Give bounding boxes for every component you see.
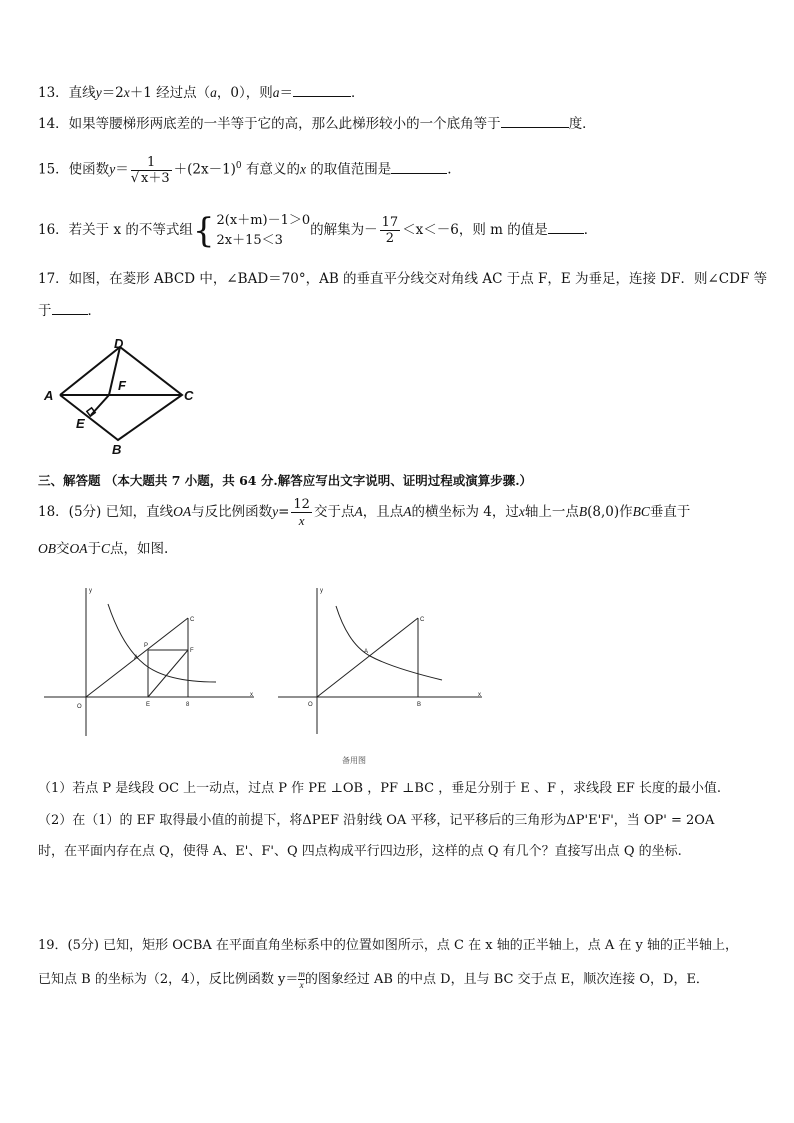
question-17-line-1: 17．如图，在菱形 ABCD 中，∠BAD＝70°，AB 的垂直平分线交对角线 AC 于点 F，E 为垂足，连接 DF．则∠CDF 等 bbox=[38, 271, 768, 287]
question-19-line-1: 19．(5分) 已知，矩形 OCBA 在平面直角坐标系中的位置如图所示，点 C 在 x 轴的正半轴上，点 A 在 y 轴的正半轴上， bbox=[38, 938, 738, 953]
q13-var-x: x bbox=[123, 85, 130, 100]
var-OB: OB bbox=[38, 541, 56, 556]
fraction-denominator: x bbox=[299, 979, 304, 990]
label-C: C bbox=[420, 617, 425, 623]
label-A: A bbox=[134, 655, 139, 661]
answer-blank bbox=[391, 161, 447, 174]
fraction-numerator: 17 bbox=[381, 215, 399, 230]
label-C: C bbox=[184, 388, 194, 403]
question-13 bbox=[38, 84, 365, 102]
question-19-line-2 bbox=[38, 962, 709, 998]
q13-text: ＝2 bbox=[101, 85, 124, 101]
answer-blank bbox=[52, 302, 88, 315]
origin-label: O bbox=[77, 704, 82, 710]
backup-figure-caption: 备用图 bbox=[342, 756, 366, 765]
q15-text: 有意义的 bbox=[245, 161, 300, 178]
q15-text: 的取值范围是 bbox=[310, 161, 392, 178]
q14-text: 度． bbox=[568, 116, 596, 132]
question-17-line-2 bbox=[38, 302, 101, 320]
label-P: P bbox=[144, 643, 149, 649]
inequality-system bbox=[217, 211, 311, 251]
section-heading: 三、解答题 （本大题共 7 小题，共 64 分.解答应写出文字说明、证明过程或演算步骤.） bbox=[38, 473, 533, 488]
q15-text: ＝ bbox=[115, 161, 129, 178]
q18-text: 作 bbox=[619, 504, 633, 520]
q13-text: ，0），则 bbox=[216, 85, 273, 101]
fraction-denominator: √ x＋3 bbox=[130, 170, 170, 186]
fraction-numerator: 1 bbox=[131, 155, 172, 171]
q15-text: ＋(2x－1) bbox=[173, 161, 236, 178]
var-y: y bbox=[272, 504, 279, 519]
q16-text: ． bbox=[583, 222, 598, 238]
q13-text: ． bbox=[351, 85, 365, 101]
label-B: B bbox=[112, 442, 122, 457]
question-18-line-1 bbox=[38, 492, 690, 532]
var-OA: OA bbox=[69, 541, 88, 556]
question-18-part-2-line-1: （2）在（1）的 EF 取得最小值的前提下，将ΔPEF 沿射线 OA 平移，记平移后的三角形为ΔP'E'F'，当 OP' = 2OA bbox=[38, 813, 715, 828]
q18-text: 轴上一点 bbox=[524, 504, 579, 520]
label-A: A bbox=[364, 649, 369, 655]
var-x: x bbox=[518, 504, 525, 519]
q13-text: ＝ bbox=[279, 85, 294, 101]
q18-text: 于 bbox=[87, 541, 101, 557]
fraction bbox=[131, 155, 172, 186]
q13-var-a: a bbox=[272, 85, 280, 100]
var-A: A bbox=[354, 504, 363, 519]
fraction-numerator: 12 bbox=[293, 497, 310, 512]
fraction-denominator: x bbox=[298, 513, 305, 528]
q17-text: ． bbox=[87, 303, 101, 319]
q17-text: 于 bbox=[38, 303, 52, 319]
question-18-line-2 bbox=[38, 540, 168, 558]
axis-x-label: x bbox=[250, 692, 253, 698]
q19-text: 已知点 B 的坐标为（2，4），反比例函数 y＝ bbox=[38, 972, 299, 987]
axis-x-label: x bbox=[478, 692, 481, 698]
brace-symbol: { bbox=[192, 210, 215, 251]
q15-text: . bbox=[447, 161, 452, 178]
q13-var-a: a bbox=[210, 85, 217, 100]
question-18-part-1: （1）若点 P 是线段 OC 上一动点，过点 P 作 PE ⊥OB ，PF ⊥BC ，垂足分别于 E 、F ，求线段 EF 长度的最小值. bbox=[38, 781, 722, 796]
q13-var-y: y bbox=[95, 85, 102, 100]
origin-label: O bbox=[308, 702, 313, 708]
q14-text: 14．如果等腰梯形两底差的一半等于它的高，那么此梯形较小的一个底角等于 bbox=[38, 116, 501, 132]
answer-blank bbox=[501, 115, 569, 128]
q15-text: 15．使函数 bbox=[38, 161, 110, 178]
label-E: E bbox=[76, 416, 85, 431]
label-A: A bbox=[44, 388, 54, 403]
sqrt-radicand: x＋3 bbox=[140, 170, 170, 186]
var-OA: OA bbox=[173, 504, 192, 519]
axis-y-label: y bbox=[89, 588, 92, 594]
fraction bbox=[380, 215, 401, 246]
q16-text: 16．若关于 x 的不等式组 bbox=[38, 222, 193, 238]
q15-var-y: y bbox=[109, 161, 116, 177]
fraction bbox=[291, 497, 312, 528]
q13-text: ＋1 经过点（ bbox=[129, 85, 211, 101]
question-16 bbox=[38, 206, 597, 254]
question-14 bbox=[38, 115, 596, 133]
label-E: E bbox=[146, 702, 151, 708]
label-F: F bbox=[118, 378, 126, 393]
inequality-2: 2x＋15＜3 bbox=[216, 232, 283, 248]
question-18-part-2-line-2: 时，在平面内存在点 Q，使得 A、E'、F'、Q 四点构成平行四边形，这样的点 Q 有几个？直接写出点 Q 的坐标. bbox=[38, 844, 682, 859]
var-B: B bbox=[578, 504, 588, 519]
q18-text: 交 bbox=[56, 541, 70, 557]
q13-text: 13．直线 bbox=[38, 85, 96, 101]
q19-text: 的图象经过 AB 的中点 D，且与 BC 交于点 E，顺次连接 O，D，E． bbox=[304, 972, 709, 987]
answer-blank bbox=[548, 221, 584, 234]
fraction-numerator: m bbox=[298, 968, 305, 979]
question-15 bbox=[38, 146, 452, 190]
label-F: F bbox=[190, 648, 194, 654]
point-coords: (8,0) bbox=[587, 504, 620, 520]
label-B: B bbox=[417, 702, 422, 708]
var-A: A bbox=[403, 504, 412, 519]
label-C: C bbox=[190, 617, 195, 623]
label-D: D bbox=[114, 336, 124, 351]
q16-text: 的解集为－ bbox=[310, 222, 378, 238]
exponent: 0 bbox=[235, 161, 242, 171]
graph-figure-main bbox=[44, 584, 264, 740]
q15-var-x: x bbox=[299, 161, 306, 177]
q18-text: 的横坐标为 4，过 bbox=[411, 504, 519, 520]
axis-y-label: y bbox=[320, 588, 323, 594]
label-B: 8 bbox=[186, 702, 190, 708]
q18-text: 交于点 bbox=[313, 504, 355, 520]
var-BC: BC bbox=[632, 504, 650, 519]
answer-blank bbox=[293, 84, 351, 97]
rhombus-figure bbox=[38, 336, 208, 458]
var-C: C bbox=[101, 541, 111, 556]
q16-text: ＜x＜－6，则 m 的值是 bbox=[402, 222, 548, 238]
graph-figure-backup bbox=[278, 584, 488, 740]
q18-text: 18．(5分) 已知，直线 bbox=[38, 504, 174, 520]
inequality-1: 2(x＋m)－1＞0 bbox=[216, 212, 311, 228]
q18-text: 点，如图. bbox=[110, 541, 169, 557]
q18-text: ，且点 bbox=[362, 504, 404, 520]
fraction-denominator: 2 bbox=[385, 231, 395, 246]
q18-text: 与反比例函数 bbox=[191, 504, 273, 520]
q18-text: = bbox=[278, 504, 290, 520]
q18-text: 垂直于 bbox=[649, 504, 691, 520]
